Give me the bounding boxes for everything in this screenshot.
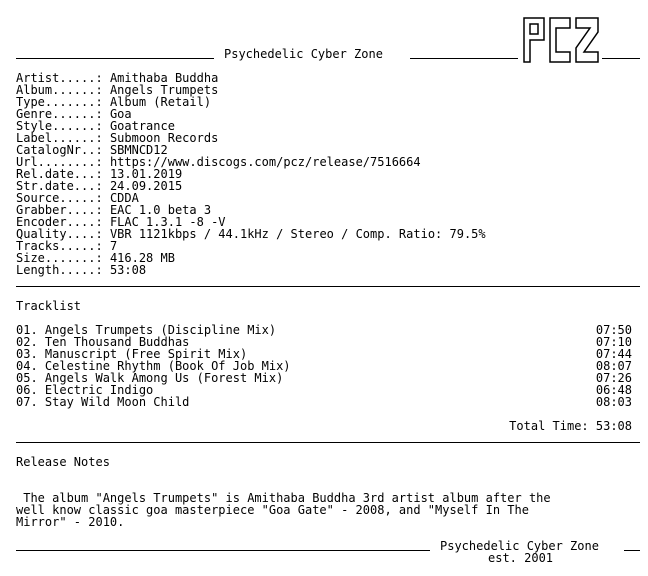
release-notes-line: Mirror" - 2010. [16, 515, 125, 529]
info-value: 13.01.2019 [109, 167, 183, 181]
track-time: 07:44 [595, 347, 632, 361]
info-value: FLAC 1.3.1 -8 -V [109, 215, 226, 229]
track-title: 03. Manuscript (Free Spirit Mix) [16, 347, 248, 361]
info-key: Url........: [16, 155, 103, 169]
release-notes-line: well know classic goa masterpiece "Goa Gate" - 2008, and "Myself In The [16, 503, 529, 517]
info-value: Submoon Records [109, 131, 219, 145]
track-time: 08:03 [595, 395, 632, 409]
info-key: Size.......: [16, 251, 103, 265]
info-key: Tracks.....: [16, 239, 103, 253]
info-row [16, 264, 146, 276]
info-key: Type.......: [16, 95, 103, 109]
info-value: SBMNCD12 [109, 143, 168, 157]
header-rule-right [602, 58, 640, 59]
track-title: 01. Angels Trumpets (Discipline Mix) [16, 323, 277, 337]
info-value: Goa [109, 107, 132, 121]
info-value: 416.28 MB [109, 251, 175, 265]
info-key: Style......: [16, 119, 103, 133]
track-title: 05. Angels Walk Among Us (Forest Mix) [16, 371, 284, 385]
track-title: 07. Stay Wild Moon Child [16, 395, 190, 409]
track-time: 07:10 [595, 335, 632, 349]
release-notes-heading: Release Notes [16, 455, 110, 469]
info-value: https://www.discogs.com/pcz/release/7516664 [109, 155, 421, 169]
info-value: VBR 1121kbps / 44.1kHz / Stereo / Comp. Ratio: 79.5% [109, 227, 486, 241]
track-title: 06. Electric Indigo [16, 383, 154, 397]
info-value: EAC 1.0 beta 3 [109, 203, 212, 217]
info-key: Encoder....: [16, 215, 103, 229]
footer-established: est. 2001 [488, 551, 554, 565]
info-value: 53:08 [109, 263, 147, 277]
track-title: 02. Ten Thousand Buddhas [16, 335, 190, 349]
info-value: 24.09.2015 [109, 179, 183, 193]
info-key: Quality....: [16, 227, 103, 241]
footer-title: Psychedelic Cyber Zone [440, 539, 599, 553]
info-key: Rel.date...: [16, 167, 103, 181]
info-key: Grabber....: [16, 203, 103, 217]
header-title: Psychedelic Cyber Zone [224, 47, 383, 61]
info-key: Length.....: [16, 263, 103, 277]
info-value: Angels Trumpets [109, 83, 219, 97]
info-value: Goatrance [109, 119, 175, 133]
track-time: 06:48 [595, 383, 632, 397]
info-key: Str.date...: [16, 179, 103, 193]
info-key: Album......: [16, 83, 103, 97]
info-key: Label......: [16, 131, 103, 145]
info-value: 7 [109, 239, 118, 253]
track-time: 07:50 [595, 323, 632, 337]
info-key: Genre......: [16, 107, 103, 121]
divider [16, 442, 640, 443]
total-time: Total Time: 53:08 [509, 419, 632, 433]
footer-rule-left [16, 550, 430, 551]
header-rule-mid [410, 58, 518, 59]
track-title: 04. Celestine Rhythm (Book Of Job Mix) [16, 359, 291, 373]
info-value: Amithaba Buddha [109, 71, 219, 85]
release-notes-line: The album "Angels Trumpets" is Amithaba Buddha 3rd artist album after the [16, 491, 551, 505]
info-value: Album (Retail) [109, 95, 212, 109]
divider [16, 286, 640, 287]
pcz-logo [522, 16, 600, 64]
info-key: CatalogNr..: [16, 143, 103, 157]
tracklist-heading: Tracklist [16, 299, 82, 313]
info-value: CDDA [109, 191, 139, 205]
header-rule-left [16, 58, 214, 59]
track-time: 08:07 [595, 359, 632, 373]
info-key: Artist.....: [16, 71, 103, 85]
footer-rule-right [624, 550, 640, 551]
info-key: Source.....: [16, 191, 103, 205]
track-time: 07:26 [595, 371, 632, 385]
